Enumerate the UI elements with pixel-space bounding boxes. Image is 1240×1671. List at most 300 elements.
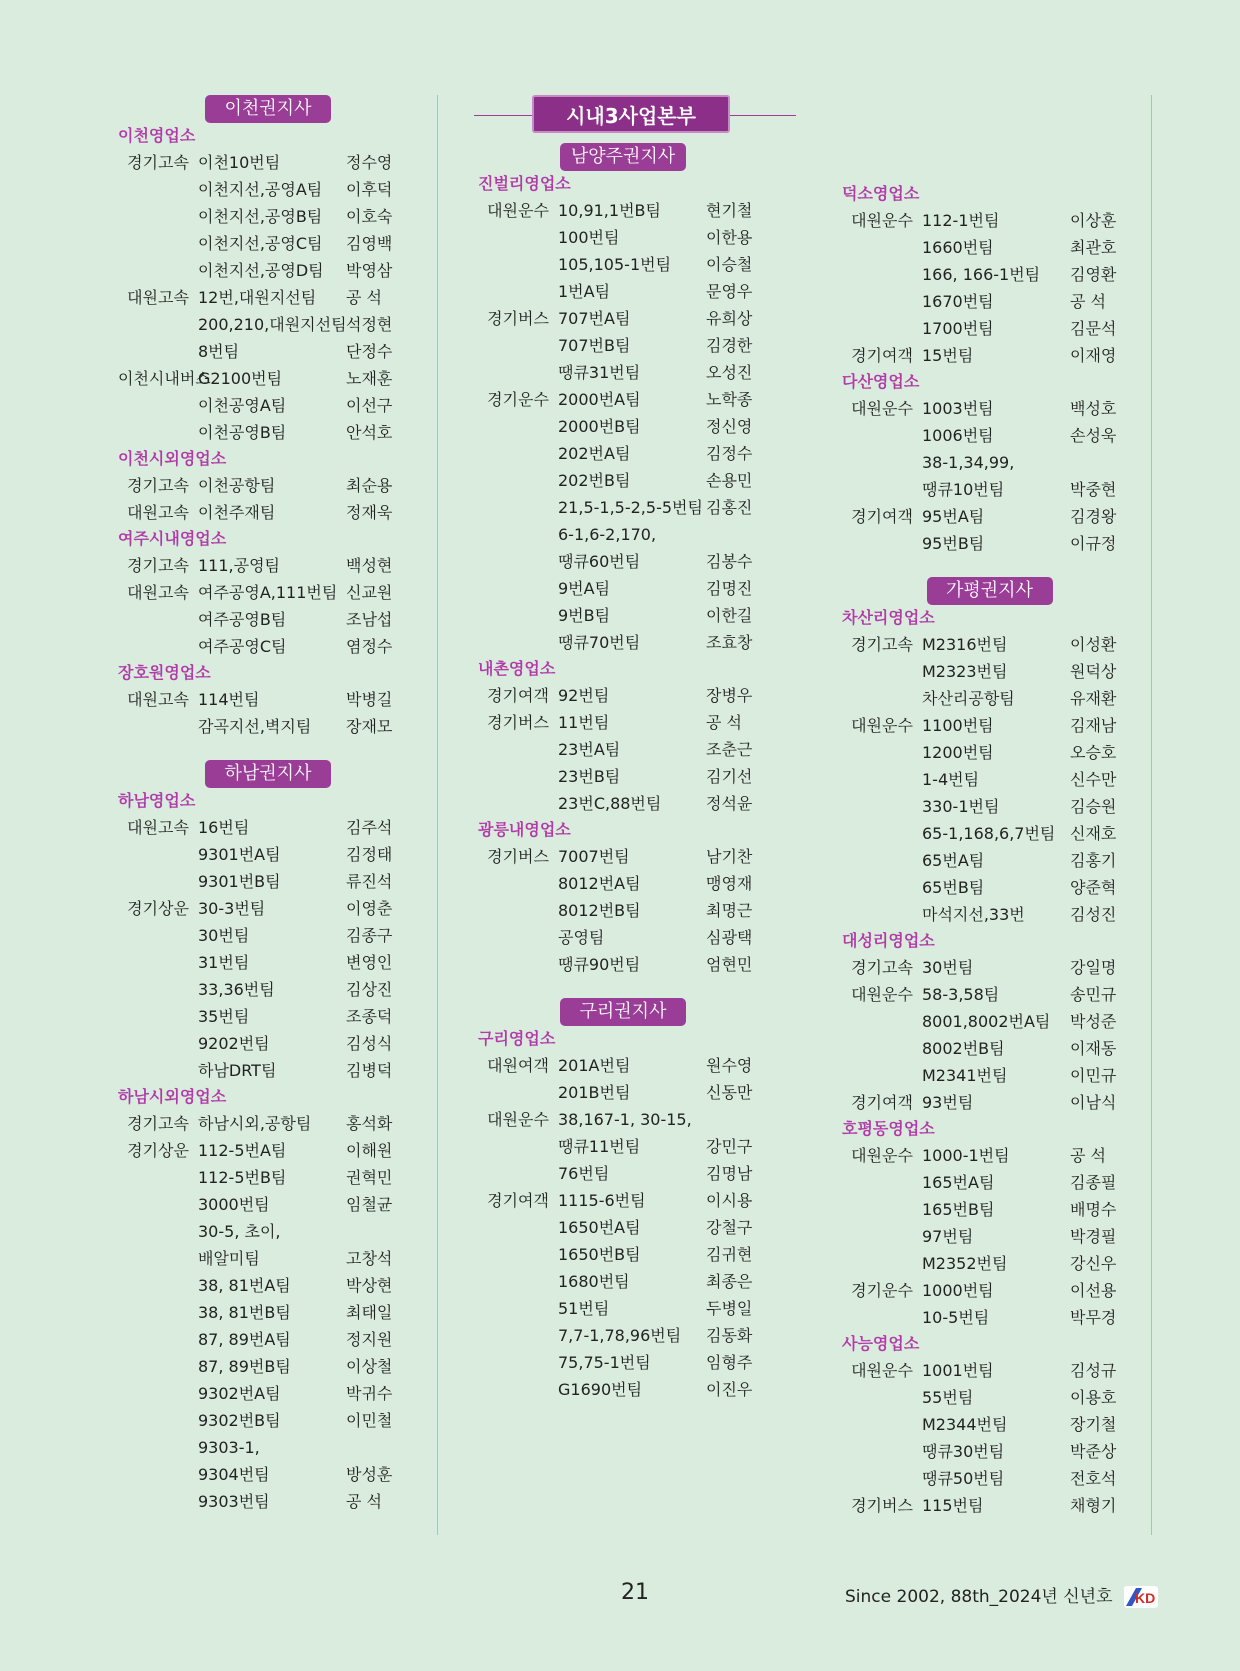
company-cell: 대원고속 [127, 818, 189, 837]
table-row [118, 230, 418, 257]
company-cell [842, 1008, 922, 1035]
manager-cell: 김상진 [346, 980, 393, 999]
kd-logo-icon [1124, 1586, 1158, 1608]
table-row [842, 1438, 1137, 1465]
team-cell: 38, 81번A팀 [198, 1276, 291, 1295]
company-cell [842, 847, 922, 874]
company-cell: 경기버스 [487, 309, 549, 328]
company-cell [842, 901, 922, 928]
company-cell [478, 575, 558, 602]
team-cell: 1000번팀 [922, 1281, 994, 1300]
manager-cell: 신교원 [346, 583, 393, 602]
company-cell [478, 763, 558, 790]
team-cell: 8번팀 [198, 342, 240, 361]
manager-cell: 석정현 [346, 315, 393, 334]
office-name: 차산리영업소 [842, 608, 935, 627]
manager-cell: 배명수 [1070, 1200, 1117, 1219]
table-row [842, 1223, 1137, 1250]
team-cell: M2323번팀 [922, 662, 1008, 681]
company-cell [118, 311, 198, 338]
team-cell: 92번팀 [558, 686, 610, 705]
company-cell [478, 1295, 558, 1322]
manager-cell: 최종은 [706, 1272, 753, 1291]
table-row [842, 766, 1137, 793]
table-row [478, 790, 768, 817]
manager-cell: 문영우 [706, 282, 753, 301]
division-header [478, 95, 768, 135]
table-row [118, 1299, 418, 1326]
manager-cell: 박경필 [1070, 1227, 1117, 1246]
table-row [842, 820, 1137, 847]
company-cell [478, 1322, 558, 1349]
table-row [478, 1349, 768, 1376]
table-row [842, 1304, 1137, 1331]
office-name: 하남시외영업소 [118, 1087, 227, 1106]
manager-cell: 이선용 [1070, 1281, 1117, 1300]
manager-cell: 이영춘 [346, 899, 393, 918]
team-cell: 95번A팀 [922, 507, 985, 526]
table-row [478, 1268, 768, 1295]
table-row [842, 315, 1137, 342]
manager-cell: 김성규 [1070, 1361, 1117, 1380]
table-row [118, 311, 418, 338]
table-row [118, 1218, 418, 1245]
table-row [842, 1465, 1137, 1492]
manager-cell: 장재모 [346, 717, 393, 736]
table-row [118, 1245, 418, 1272]
team-cell: G2100번팀 [198, 369, 283, 388]
table-row [478, 575, 768, 602]
manager-cell: 양준혁 [1070, 878, 1117, 897]
branch-title: 하남권지사 [205, 760, 331, 788]
table-row [118, 895, 418, 922]
table-row [842, 395, 1137, 422]
table-row [118, 338, 418, 365]
table-row [478, 224, 768, 251]
table-row [478, 870, 768, 897]
table-row [842, 1492, 1137, 1519]
team-cell: 차산리공항팀 [922, 689, 1015, 708]
company-cell [118, 633, 198, 660]
manager-cell [1070, 449, 1120, 476]
team-cell: 38, 81번B팀 [198, 1303, 291, 1322]
manager-cell: 공 석 [1070, 292, 1106, 311]
team-cell: 여주공영B팀 [198, 610, 287, 629]
company-cell [478, 870, 558, 897]
company-cell [478, 1376, 558, 1403]
table-row [842, 981, 1137, 1008]
team-cell: 2000번B팀 [558, 417, 641, 436]
company-cell [118, 1218, 198, 1245]
company-cell [478, 951, 558, 978]
team-cell: 이천지선,공영B팀 [198, 207, 323, 226]
table-row [478, 1187, 768, 1214]
team-cell: 31번팀 [198, 953, 250, 972]
table-row [118, 1353, 418, 1380]
company-cell [118, 922, 198, 949]
manager-cell: 김귀현 [706, 1245, 753, 1264]
company-cell [478, 1079, 558, 1106]
team-cell: 여주공영A,111번팀 [198, 583, 338, 602]
table-row [478, 332, 768, 359]
company-cell: 대원운수 [851, 716, 913, 735]
manager-cell: 이한용 [706, 228, 753, 247]
manager-cell: 최태일 [346, 1303, 393, 1322]
company-cell [842, 1465, 922, 1492]
team-cell: 38-1,34,99, [922, 453, 1015, 472]
team-cell: 23번A팀 [558, 740, 621, 759]
manager-cell: 방성훈 [346, 1465, 393, 1484]
company-cell: 대원운수 [851, 399, 913, 418]
manager-cell: 최순용 [346, 476, 393, 495]
team-cell: 1-4번팀 [922, 770, 980, 789]
table-row [118, 868, 418, 895]
manager-cell: 현기철 [706, 201, 753, 220]
team-cell: 30번팀 [198, 926, 250, 945]
table-row [478, 251, 768, 278]
team-cell: 165번A팀 [922, 1173, 995, 1192]
manager-cell: 엄현민 [706, 955, 753, 974]
company-cell: 대원운수 [487, 1110, 549, 1129]
team-cell: 93번팀 [922, 1093, 974, 1112]
office-name: 이천영업소 [118, 126, 196, 145]
company-cell [118, 1326, 198, 1353]
company-cell: 경기여객 [851, 1093, 913, 1112]
branch-title: 구리권지사 [560, 998, 686, 1026]
manager-cell: 남기찬 [706, 847, 753, 866]
office-name: 내촌영업소 [478, 659, 556, 678]
table-row [478, 709, 768, 736]
manager-cell: 김명진 [706, 579, 753, 598]
table-row [842, 658, 1137, 685]
company-cell [842, 1438, 922, 1465]
table-row [842, 1277, 1137, 1304]
team-cell: 100번팀 [558, 228, 620, 247]
manager-cell: 김종필 [1070, 1173, 1117, 1192]
company-cell: 경기버스 [487, 713, 549, 732]
team-cell: 배알미팀 [198, 1249, 260, 1268]
manager-cell: 공 석 [346, 1492, 382, 1511]
team-cell: 9301번A팀 [198, 845, 281, 864]
manager-cell: 김정수 [706, 444, 753, 463]
table-row [478, 924, 768, 951]
table-row [842, 901, 1137, 928]
manager-cell: 오성진 [706, 363, 753, 382]
company-cell [842, 766, 922, 793]
team-cell: 9번B팀 [558, 606, 611, 625]
table-row [118, 176, 418, 203]
company-cell [118, 868, 198, 895]
team-cell: 97번팀 [922, 1227, 974, 1246]
table-row [118, 606, 418, 633]
manager-cell: 이진우 [706, 1380, 753, 1399]
team-cell: 33,36번팀 [198, 980, 275, 999]
manager-cell: 김병덕 [346, 1061, 393, 1080]
table-row [118, 686, 418, 713]
table-row [478, 548, 768, 575]
company-cell [478, 332, 558, 359]
team-cell: 1680번팀 [558, 1272, 630, 1291]
manager-cell: 홍석화 [346, 1114, 393, 1133]
team-cell: 166, 166-1번팀 [922, 265, 1041, 284]
manager-cell: 김종구 [346, 926, 393, 945]
section-gap [118, 740, 418, 760]
company-cell [478, 1214, 558, 1241]
company-cell [118, 1461, 198, 1488]
column-1 [118, 95, 418, 1515]
team-cell: 8002번B팀 [922, 1039, 1005, 1058]
table-row [842, 261, 1137, 288]
table-row [478, 763, 768, 790]
manager-cell: 김기선 [706, 767, 753, 786]
manager-cell: 안석호 [346, 423, 393, 442]
manager-cell: 유희상 [706, 309, 753, 328]
company-cell [118, 392, 198, 419]
team-cell: 9303번팀 [198, 1492, 270, 1511]
team-cell: 땡큐30번팀 [922, 1442, 1005, 1461]
table-row [118, 284, 418, 311]
team-cell: 21,5-1,5-2,5-5번팀 [558, 498, 703, 517]
team-cell: 이천지선,공영A팀 [198, 180, 323, 199]
company-cell [118, 1353, 198, 1380]
manager-cell: 채형기 [1070, 1496, 1117, 1515]
team-cell: M2316번팀 [922, 635, 1008, 654]
company-cell: 대원운수 [851, 1146, 913, 1165]
company-cell: 경기여객 [851, 507, 913, 526]
team-cell: 7007번팀 [558, 847, 630, 866]
table-row [478, 521, 768, 548]
company-cell [478, 467, 558, 494]
company-cell [842, 820, 922, 847]
table-row [478, 629, 768, 656]
table-row [842, 1357, 1137, 1384]
team-cell: M2344번팀 [922, 1415, 1008, 1434]
manager-cell: 심광택 [706, 928, 753, 947]
company-cell: 대원고속 [127, 690, 189, 709]
team-cell: 87, 89번B팀 [198, 1357, 291, 1376]
table-row [118, 1164, 418, 1191]
team-cell: 30번팀 [922, 958, 974, 977]
table-row [118, 841, 418, 868]
company-cell [478, 1160, 558, 1187]
team-cell: 3000번팀 [198, 1195, 270, 1214]
company-cell [118, 230, 198, 257]
manager-cell: 이상훈 [1070, 211, 1117, 230]
team-cell: 땡큐90번팀 [558, 955, 641, 974]
team-cell: 이천주재팀 [198, 503, 276, 522]
company-cell [478, 251, 558, 278]
team-cell: 1200번팀 [922, 743, 994, 762]
table-row [478, 386, 768, 413]
table-row [842, 1089, 1137, 1116]
company-cell [478, 1133, 558, 1160]
office-name: 진벌리영업소 [478, 174, 571, 193]
manager-cell: 권혁민 [346, 1168, 393, 1187]
table-row [842, 1142, 1137, 1169]
table-row [118, 472, 418, 499]
team-cell: 8001,8002번A팀 [922, 1012, 1051, 1031]
company-cell [118, 1272, 198, 1299]
company-cell [118, 203, 198, 230]
table-row [478, 1052, 768, 1079]
team-cell: 201A번팀 [558, 1056, 631, 1075]
office-name: 장호원영업소 [118, 663, 211, 682]
company-cell [842, 1169, 922, 1196]
team-cell: 이천지선,공영D팀 [198, 261, 324, 280]
manager-cell [346, 1434, 396, 1461]
manager-cell: 박성준 [1070, 1012, 1117, 1031]
table-row [478, 359, 768, 386]
manager-cell: 임형주 [706, 1353, 753, 1372]
team-cell: 땡큐10번팀 [922, 480, 1005, 499]
company-cell [118, 1003, 198, 1030]
team-cell: 1650번B팀 [558, 1245, 641, 1264]
team-cell: 30-3번팀 [198, 899, 266, 918]
table-row [118, 1434, 418, 1461]
manager-cell: 두병일 [706, 1299, 753, 1318]
column-divider-right [1151, 95, 1152, 1535]
page-number: 21 [621, 1580, 649, 1605]
team-cell: 땡큐50번팀 [922, 1469, 1005, 1488]
manager-cell: 박병길 [346, 690, 393, 709]
manager-cell: 신동만 [706, 1083, 753, 1102]
table-row [478, 951, 768, 978]
manager-cell: 김동화 [706, 1326, 753, 1345]
team-cell: 1115-6번팀 [558, 1191, 646, 1210]
office-name: 이천시외영업소 [118, 449, 227, 468]
manager-cell: 김명남 [706, 1164, 753, 1183]
team-cell: 105,105-1번팀 [558, 255, 672, 274]
edition-text: Since 2002, 88th_2024년 신년호 [845, 1587, 1113, 1607]
column-divider-left [437, 95, 438, 1535]
manager-cell: 고창석 [346, 1249, 393, 1268]
table-row [118, 713, 418, 740]
branch-title: 남양주권지사 [560, 143, 686, 171]
team-cell: 1001번팀 [922, 1361, 994, 1380]
division-title: 시내3사업본부 [532, 95, 730, 133]
table-row [842, 1035, 1137, 1062]
manager-cell: 송민규 [1070, 985, 1117, 1004]
team-cell: 23번C,88번팀 [558, 794, 662, 813]
manager-cell: 이해원 [346, 1141, 393, 1160]
manager-cell: 백성호 [1070, 399, 1117, 418]
company-cell [478, 924, 558, 951]
team-cell: 1670번팀 [922, 292, 994, 311]
table-row [118, 1191, 418, 1218]
table-row [842, 847, 1137, 874]
table-row [842, 739, 1137, 766]
company-cell [478, 224, 558, 251]
company-cell [118, 1299, 198, 1326]
manager-cell: 임철균 [346, 1195, 393, 1214]
manager-cell: 백성현 [346, 556, 393, 575]
manager-cell: 이규정 [1070, 534, 1117, 553]
company-cell [842, 315, 922, 342]
team-cell: 9번A팀 [558, 579, 611, 598]
manager-cell: 김재남 [1070, 716, 1117, 735]
company-cell [118, 338, 198, 365]
table-row [478, 1106, 768, 1133]
office-name: 하남영업소 [118, 791, 196, 810]
table-row [118, 1407, 418, 1434]
manager-cell: 강민구 [706, 1137, 753, 1156]
team-cell: 6-1,6-2,170, [558, 525, 657, 544]
table-row [478, 197, 768, 224]
manager-cell: 신재호 [1070, 824, 1117, 843]
company-cell [842, 658, 922, 685]
company-cell [118, 176, 198, 203]
team-cell: 30-5, 초이, [198, 1222, 281, 1241]
company-cell: 대원고속 [127, 503, 189, 522]
manager-cell: 장기철 [1070, 1415, 1117, 1434]
office-name: 여주시내영업소 [118, 529, 227, 548]
manager-cell: 김경왕 [1070, 507, 1117, 526]
table-row [118, 1057, 418, 1084]
office-name: 구리영업소 [478, 1029, 556, 1048]
company-cell [842, 1062, 922, 1089]
edition-label [845, 1582, 1158, 1608]
manager-cell: 김성진 [1070, 905, 1117, 924]
company-cell: 대원운수 [851, 1361, 913, 1380]
team-cell: 10,91,1번B팀 [558, 201, 661, 220]
manager-cell: 박무경 [1070, 1308, 1117, 1327]
team-cell: 12번,대원지선팀 [198, 288, 317, 307]
manager-cell: 정지원 [346, 1330, 393, 1349]
team-cell: M2341번팀 [922, 1066, 1008, 1085]
branch-title: 이천권지사 [205, 95, 331, 123]
manager-cell: 이상철 [346, 1357, 393, 1376]
manager-cell: 김홍진 [706, 498, 753, 517]
company-cell: 대원운수 [487, 201, 549, 220]
team-cell: 65번B팀 [922, 878, 985, 897]
manager-cell: 강철구 [706, 1218, 753, 1237]
company-cell [842, 261, 922, 288]
team-cell: 95번B팀 [922, 534, 985, 553]
table-row [842, 1008, 1137, 1035]
company-cell [118, 1191, 198, 1218]
table-row [478, 1079, 768, 1106]
manager-cell: 김승원 [1070, 797, 1117, 816]
table-row [478, 1322, 768, 1349]
table-row [842, 1062, 1137, 1089]
office-name: 대성리영업소 [842, 931, 935, 950]
company-cell [118, 1488, 198, 1515]
team-cell: 201B번팀 [558, 1083, 631, 1102]
company-cell [478, 1349, 558, 1376]
table-row [118, 1461, 418, 1488]
team-cell: 이천지선,공영C팀 [198, 234, 323, 253]
table-row [478, 1160, 768, 1187]
manager-cell: 조남섭 [346, 610, 393, 629]
company-cell [842, 1250, 922, 1277]
table-row [118, 1326, 418, 1353]
table-row [478, 1241, 768, 1268]
office-name: 호평동영업소 [842, 1119, 935, 1138]
team-cell: 2000번A팀 [558, 390, 641, 409]
table-row [842, 793, 1137, 820]
company-cell [478, 1241, 558, 1268]
company-cell: 대원운수 [851, 985, 913, 1004]
manager-cell [706, 1106, 756, 1133]
manager-cell: 이성환 [1070, 635, 1117, 654]
team-cell: 115번팀 [922, 1496, 984, 1515]
company-cell: 대원여객 [487, 1056, 549, 1075]
svg-text:KD: KD [1134, 1590, 1156, 1606]
table-row [842, 207, 1137, 234]
team-cell: 10-5번팀 [922, 1308, 990, 1327]
manager-cell: 김영백 [346, 234, 393, 253]
manager-cell: 정신영 [706, 417, 753, 436]
